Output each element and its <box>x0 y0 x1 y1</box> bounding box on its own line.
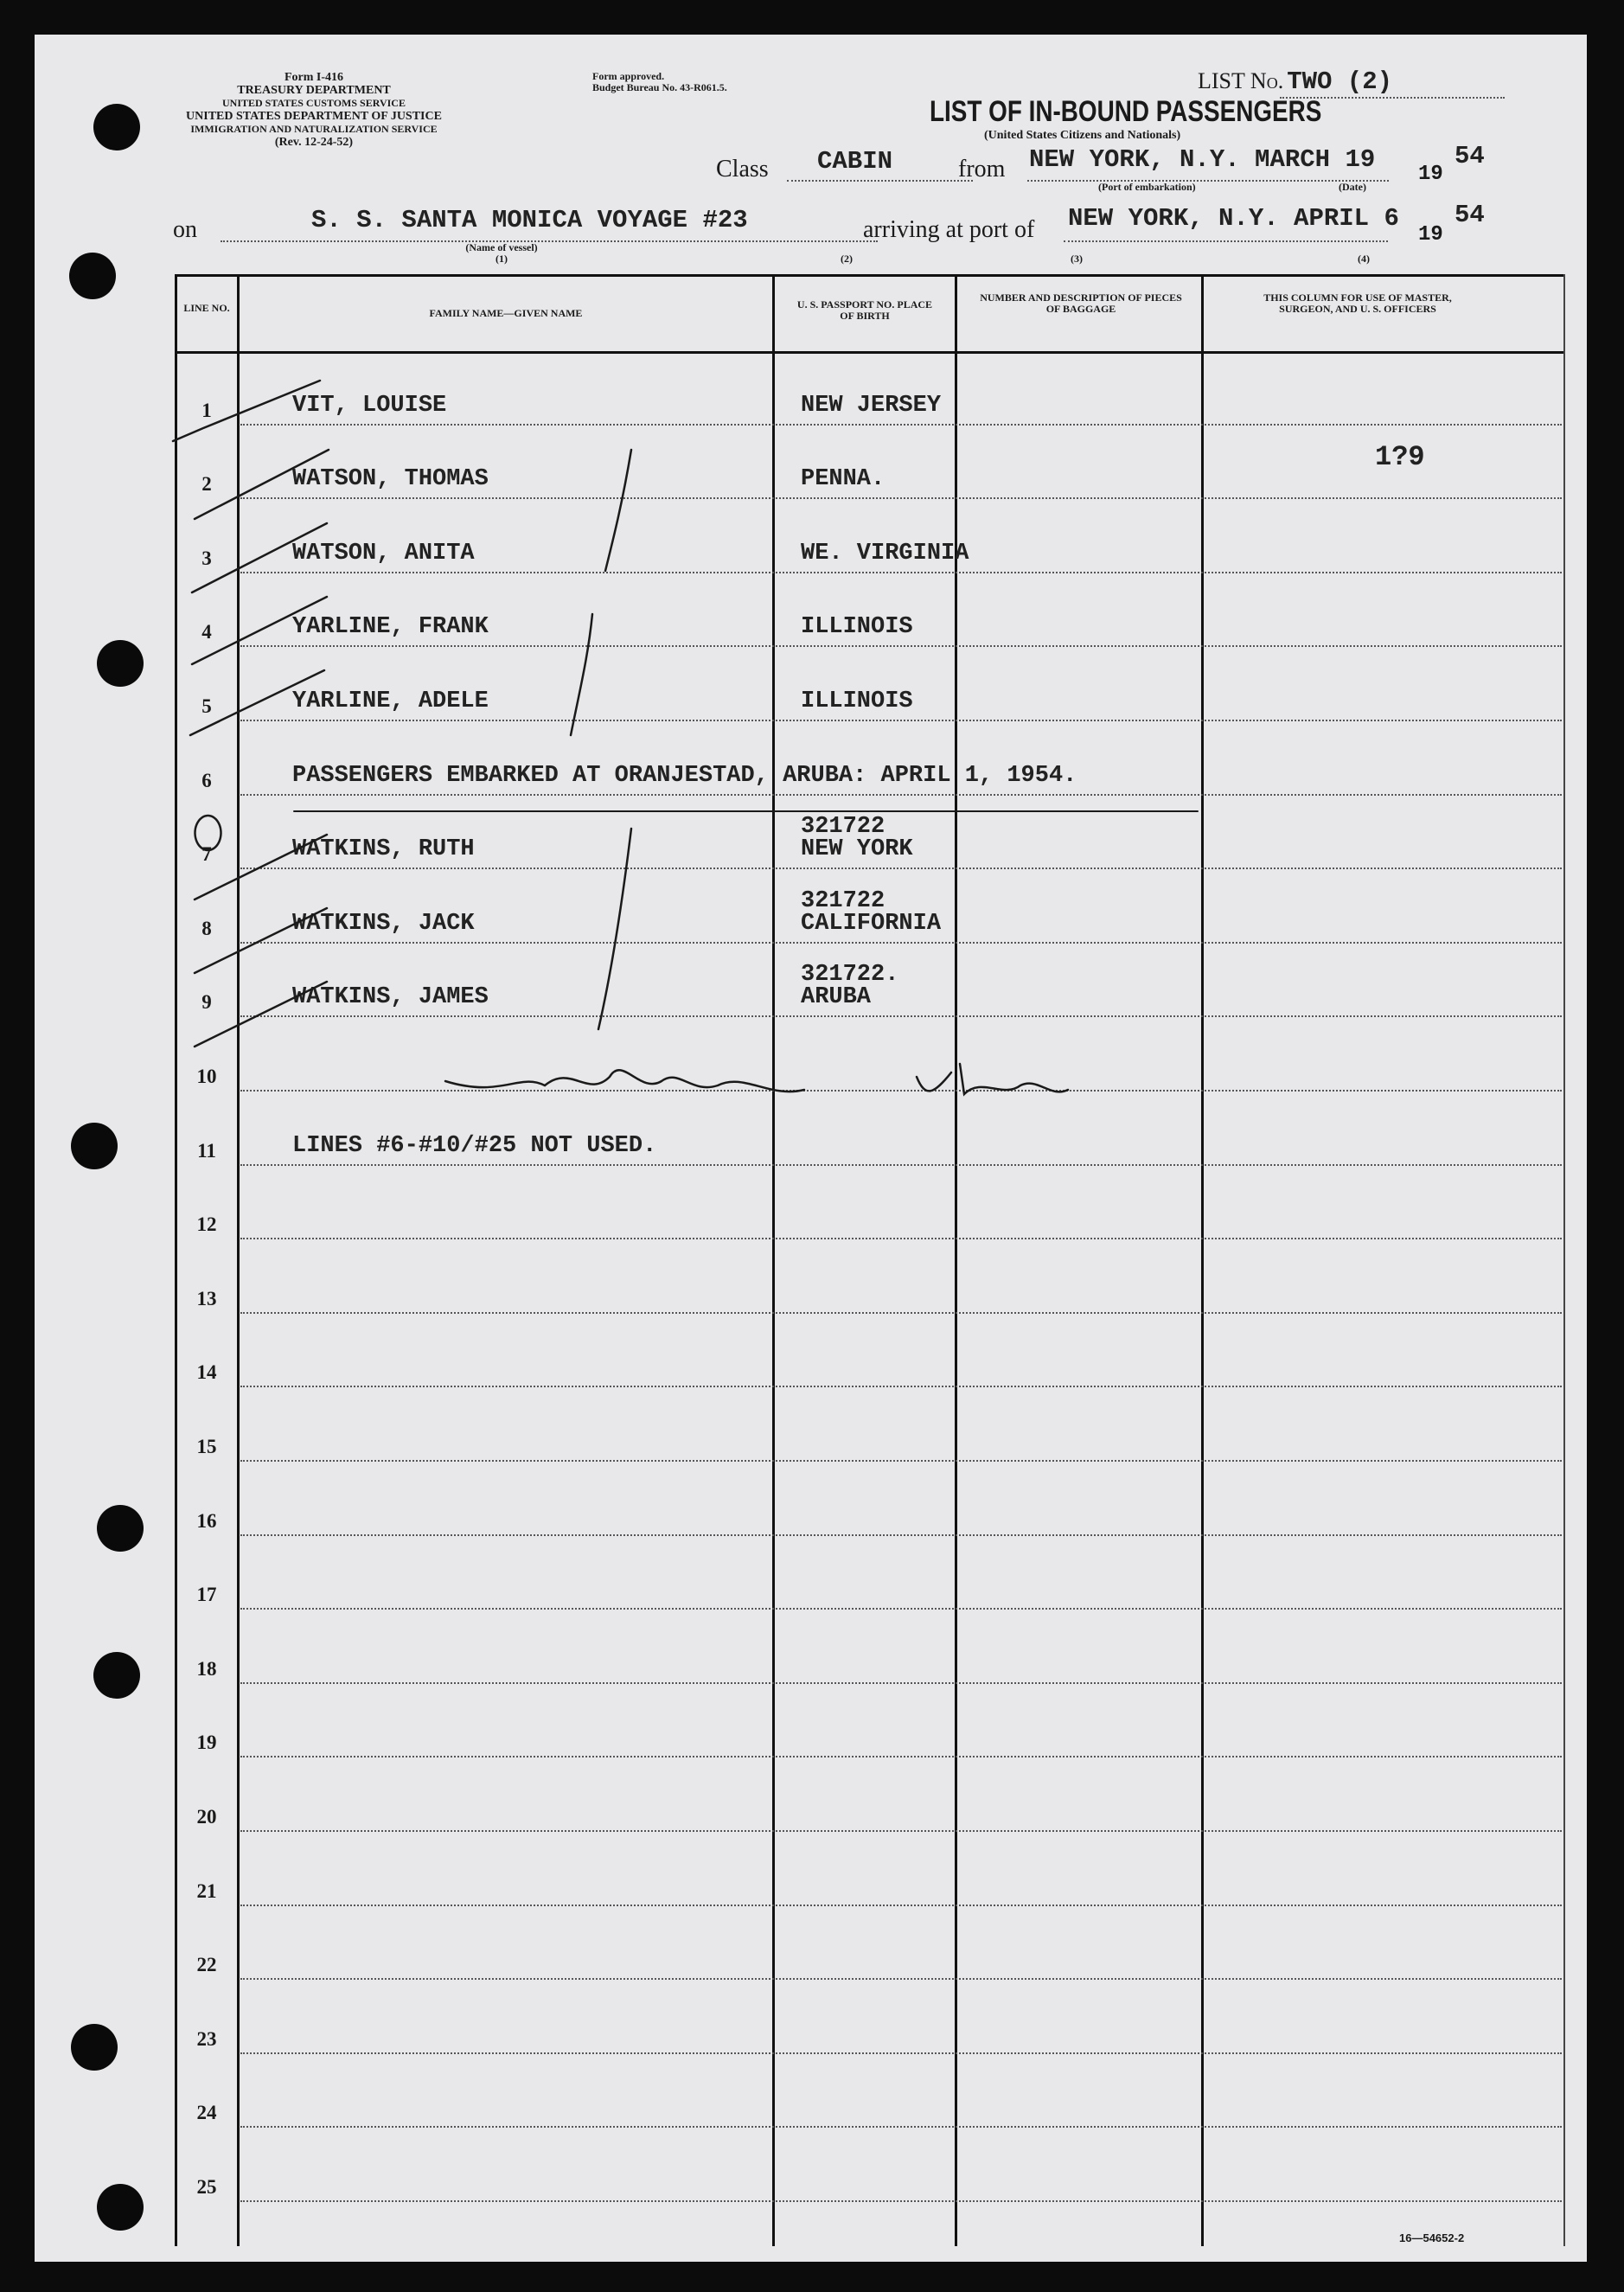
line-number: 6 <box>201 769 212 791</box>
arrival-value: NEW YORK, N.Y. APRIL 6 <box>1068 204 1399 233</box>
passenger-name: WATKINS, RUTH <box>292 836 475 863</box>
port-embark-caption: (Port of embarkation) <box>1098 181 1196 193</box>
bracket-stroke <box>605 450 631 571</box>
ins-service: IMMIGRATION AND NATURALIZATION SERVICE <box>190 123 438 135</box>
from-year: 54 <box>1455 142 1485 170</box>
arriving-label: arriving at port of <box>863 216 1035 243</box>
customs-service: UNITED STATES CUSTOMS SERVICE <box>222 97 406 109</box>
form-approved: Form approved. <box>592 70 665 82</box>
line-number: 24 <box>196 2102 217 2124</box>
manifest-page <box>35 35 1587 2262</box>
passport-number: 321722 <box>801 814 886 841</box>
tick-mark <box>173 381 320 441</box>
budget-number: Budget Bureau No. 43-R061.5. <box>592 81 727 93</box>
signature <box>445 1064 1068 1094</box>
place-of-birth: ILLINOIS <box>801 688 913 714</box>
line-number: 11 <box>197 1139 216 1162</box>
tick-mark <box>195 835 327 900</box>
col-head-name: FAMILY NAME—GIVEN NAME <box>429 307 583 319</box>
circle-six <box>195 816 221 850</box>
line-number: 7 <box>201 843 212 866</box>
vessel-caption-text: (Name of vessel) <box>465 241 538 253</box>
passenger-name: YARLINE, FRANK <box>292 614 489 641</box>
tick-mark <box>195 908 327 973</box>
passport-number: 321722. <box>801 962 899 989</box>
line-number: 3 <box>201 547 212 569</box>
col-num-4: (4) <box>1358 253 1370 265</box>
line-number: 8 <box>201 917 212 939</box>
print-code: 16—54652-2 <box>1399 2231 1465 2244</box>
line-number: 10 <box>196 1066 217 1087</box>
line-number: 5 <box>201 695 212 717</box>
passenger-name: WATKINS, JAMES <box>292 984 489 1011</box>
place-of-birth: PENNA. <box>801 466 886 493</box>
line-number: 20 <box>196 1806 217 1828</box>
col-head-officers: THIS COLUMN FOR USE OF MASTER, SURGEON, AND U. S. OFFICERS <box>1263 291 1452 315</box>
from-value: NEW YORK, N.Y. MARCH 19 <box>1029 145 1376 174</box>
col-num-3: (3) <box>1071 253 1083 265</box>
class-label: Class <box>716 156 769 182</box>
line-number: 23 <box>196 2027 217 2050</box>
place-of-birth: WE. VIRGINIA <box>801 540 969 567</box>
line-number: 16 <box>196 1509 217 1532</box>
line-number: 19 <box>196 1732 217 1754</box>
col-head-line: LINE NO. <box>183 302 230 314</box>
handwritten-marks <box>35 35 1587 2262</box>
from-year-prefix: 19 <box>1418 163 1443 186</box>
line-number: 2 <box>201 473 212 496</box>
place-of-birth: NEW YORK <box>801 836 913 863</box>
from-label: from <box>958 156 1006 182</box>
officer-note: 1?9 <box>1375 441 1425 474</box>
col-num-1: (1) <box>496 253 508 265</box>
col-num-2: (2) <box>841 253 853 265</box>
line-number: 21 <box>196 1879 217 1902</box>
col-head-passport: U. S. PASSPORT NO. PLACE OF BIRTH <box>796 298 933 322</box>
place-of-birth: ILLINOIS <box>801 614 913 641</box>
line-number: 12 <box>196 1213 217 1236</box>
arrival-year: 54 <box>1455 201 1485 229</box>
passenger-name: VIT, LOUISE <box>292 392 447 419</box>
justice-dept: UNITED STATES DEPARTMENT OF JUSTICE <box>186 110 442 123</box>
passenger-name: YARLINE, ADELE <box>292 688 489 714</box>
form-title: LIST OF IN-BOUND PASSENGERS <box>930 95 1322 128</box>
passenger-name: LINES #6-#10/#25 NOT USED. <box>292 1132 657 1159</box>
class-value: CABIN <box>817 147 893 176</box>
tick-mark <box>195 982 327 1047</box>
form-subtitle: (United States Citizens and Nationals) <box>984 129 1181 142</box>
tick-mark <box>192 597 327 664</box>
place-of-birth: ARUBA <box>801 984 872 1011</box>
tick-mark <box>190 670 324 735</box>
line-number: 15 <box>196 1436 217 1457</box>
tick-mark <box>192 523 327 592</box>
tick-mark <box>195 450 329 519</box>
col-head-baggage: NUMBER AND DESCRIPTION OF PIECES OF BAGGAGE <box>980 291 1182 315</box>
vessel-value: S. S. SANTA MONICA VOYAGE #23 <box>311 206 748 234</box>
line-number: 9 <box>201 991 212 1014</box>
list-no-value: TWO (2) <box>1287 67 1393 96</box>
line-number: 17 <box>196 1584 217 1606</box>
line-number: 1 <box>201 399 212 421</box>
line-number: 13 <box>196 1287 217 1309</box>
bracket-stroke <box>598 829 631 1029</box>
treasury-dept: TREASURY DEPARTMENT <box>237 84 391 97</box>
passport-number: 321722 <box>801 887 886 914</box>
passenger-name: WATSON, THOMAS <box>292 466 489 493</box>
revision-date: (Rev. 12-24-52) <box>274 136 354 149</box>
on-label: on <box>173 216 197 243</box>
place-of-birth: CALIFORNIA <box>801 910 942 937</box>
passenger-name: WATKINS, JACK <box>292 910 475 937</box>
date-caption: (Date) <box>1339 181 1366 193</box>
passenger-name: PASSENGERS EMBARKED AT ORANJESTAD, ARUBA: APRIL 1, 1954. <box>292 762 1077 789</box>
passenger-name: WATSON, ANITA <box>292 540 475 567</box>
line-number: 22 <box>196 1954 217 1976</box>
form-number: Form I-416 <box>284 71 344 84</box>
line-number: 18 <box>196 1657 217 1680</box>
place-of-birth: NEW JERSEY <box>801 392 942 419</box>
line-number: 4 <box>201 621 212 643</box>
bracket-stroke <box>571 614 592 735</box>
list-no-label: LIST No. <box>1198 68 1284 93</box>
line-number: 25 <box>196 2176 217 2198</box>
line-number: 14 <box>196 1361 217 1384</box>
arrival-year-prefix: 19 <box>1418 223 1443 246</box>
